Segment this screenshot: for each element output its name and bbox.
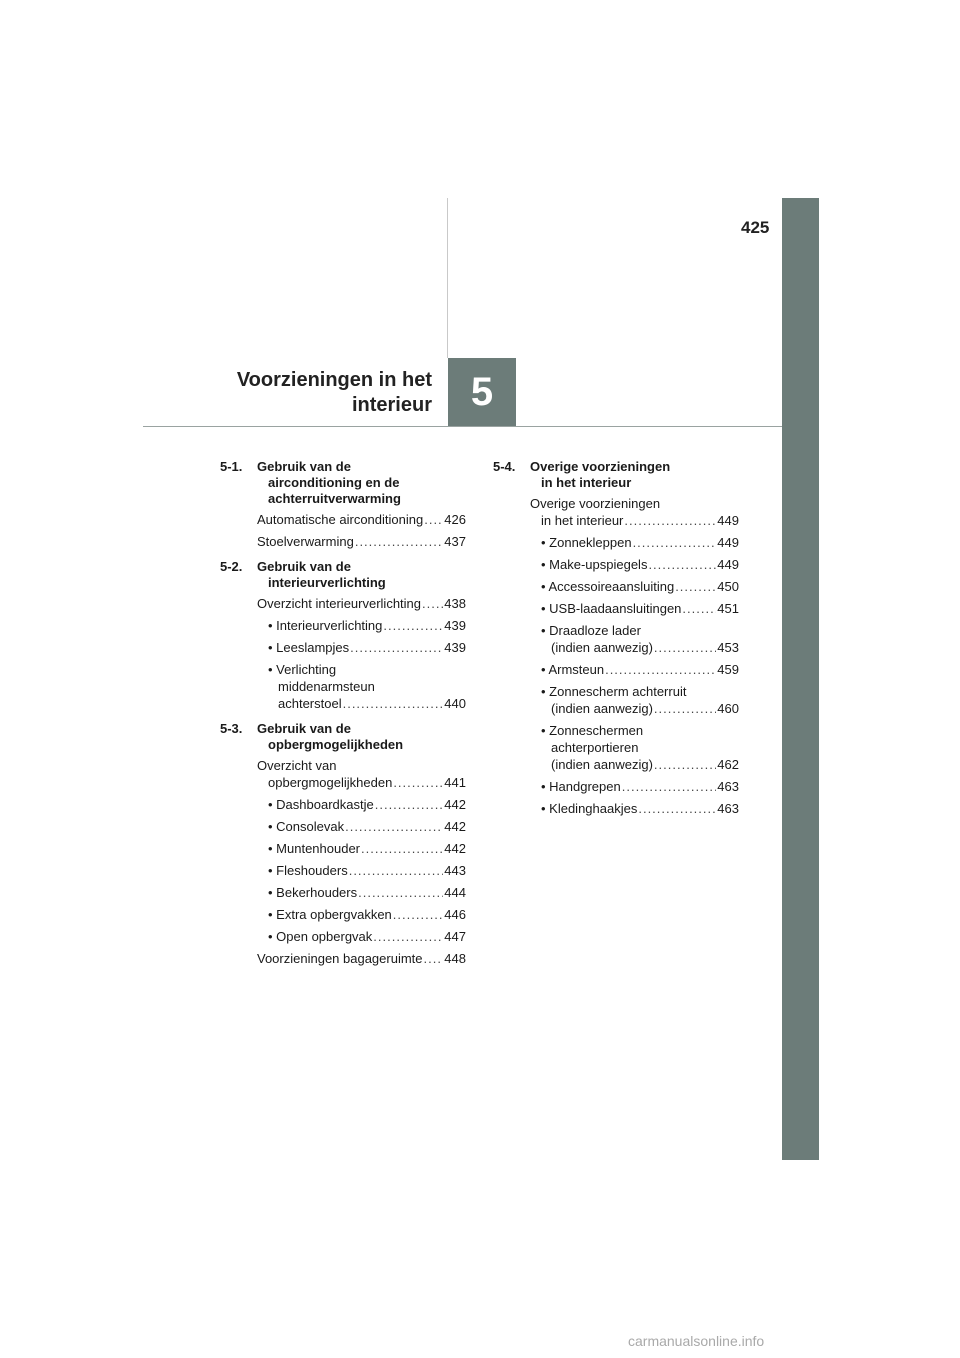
section-title [257, 559, 466, 591]
toc-entry-line [268, 862, 466, 879]
section-title-line: Gebruik van de [257, 459, 351, 474]
toc-entry-text: • Armsteun [541, 662, 605, 677]
toc-entry-text: • Verlichting [268, 662, 337, 677]
dot-leader [343, 695, 444, 712]
toc-entry-line [257, 950, 466, 967]
footer-credit[interactable]: carmanualsonline.info [628, 1333, 765, 1349]
toc-entry-text: • Leeslampjes [268, 640, 350, 655]
toc-page-number: 448 [444, 951, 466, 966]
toc-entry-text: • Zonnekleppen [541, 535, 632, 550]
dot-leader [393, 906, 444, 923]
dot-leader [350, 639, 443, 656]
toc-entry-line [541, 800, 739, 817]
toc-entry-text: • Consolevak [268, 819, 345, 834]
toc-entry-text: middenarmsteun [278, 679, 375, 694]
dot-leader [355, 533, 443, 550]
section-title-line: airconditioning en de [268, 475, 400, 490]
toc-entry-line [541, 661, 739, 678]
toc-entry-text: • Fleshouders [268, 863, 348, 878]
toc-entry-line [541, 534, 739, 551]
dot-leader [424, 511, 443, 528]
dot-leader [424, 950, 444, 967]
dot-leader [654, 756, 716, 773]
toc-entry-text: • Handgrepen [541, 779, 621, 794]
chapter-title [200, 368, 432, 418]
section-title [530, 459, 739, 491]
toc-entry-text: Voorzieningen bagageruimte [257, 951, 423, 966]
toc-entry-line [268, 884, 466, 901]
page-number: 425 [741, 218, 770, 237]
section-spacer [493, 822, 739, 826]
section-title-line: Gebruik van de [257, 721, 351, 736]
toc-page-number: 462 [717, 757, 739, 772]
toc-entry-text: • Muntenhouder [268, 841, 361, 856]
toc-entry-text: opbergmogelijkheden [268, 775, 393, 790]
toc-entry-text: • Open opbergvak [268, 929, 373, 944]
toc-entry-text: • Extra opbergvakken [268, 907, 392, 922]
toc-entry-text: Overzicht interieurverlichting [257, 596, 422, 611]
section-number: 5-2. [220, 559, 243, 574]
toc-entry-text: Overige voorzieningen [530, 496, 661, 511]
toc-page-number: 444 [444, 885, 466, 900]
toc-entry-line [268, 695, 466, 712]
dot-leader [675, 578, 716, 595]
toc-entry-text: • Dashboardkastje [268, 797, 374, 812]
toc-page-number: 459 [717, 662, 739, 677]
toc-entry-text: Overzicht van [257, 758, 337, 773]
section-title-line: interieurverlichting [268, 575, 386, 590]
toc-entry-text: (indien aanwezig) [551, 701, 653, 716]
toc-entry[interactable] [493, 661, 739, 678]
toc-column-right [493, 459, 739, 826]
chapter-side-tab [782, 198, 819, 1160]
toc-column-left [220, 459, 466, 976]
toc-page-number: 446 [444, 907, 466, 922]
chapter-title-line2: interieur [351, 394, 432, 416]
dot-leader [638, 800, 716, 817]
dot-leader [375, 796, 444, 813]
header-vertical-rule [447, 198, 448, 358]
section-title-line: opbergmogelijkheden [268, 737, 404, 752]
toc-entry[interactable] [493, 622, 739, 656]
toc-page-number: 441 [444, 775, 466, 790]
toc-entry[interactable] [493, 722, 739, 773]
toc-entry-line [268, 796, 466, 813]
dot-leader [373, 928, 443, 945]
toc-entry-text: • Bekerhouders [268, 885, 358, 900]
dot-leader [682, 600, 716, 617]
toc-entry[interactable] [493, 578, 739, 595]
toc-entry[interactable] [220, 796, 466, 813]
section-number: 5-4. [493, 459, 516, 474]
section-title-line: Gebruik van de [257, 559, 351, 574]
toc-entry-line [268, 906, 466, 923]
toc-entry-line [268, 818, 466, 835]
dot-leader [622, 778, 717, 795]
toc-entry[interactable] [220, 862, 466, 879]
dot-leader [361, 840, 443, 857]
toc-page-number: 449 [717, 535, 739, 550]
toc-page-number: 449 [717, 557, 739, 572]
toc-entry[interactable] [220, 595, 466, 612]
dot-leader [633, 534, 717, 551]
toc-entry[interactable] [493, 534, 739, 551]
toc-page-number: 463 [717, 801, 739, 816]
toc-entry-text: (indien aanwezig) [551, 757, 653, 772]
section-spacer [220, 972, 466, 976]
toc-page-number: 460 [717, 701, 739, 716]
toc-entry[interactable] [220, 757, 466, 791]
toc-entry-line [541, 600, 739, 617]
dot-leader [358, 884, 443, 901]
toc-entry[interactable] [493, 800, 739, 817]
dot-leader [393, 774, 443, 791]
toc-entry-line [268, 639, 466, 656]
toc-entry-text: • Zonneschermen [541, 723, 644, 738]
toc-entry-text: • USB-laadaansluitingen [541, 601, 682, 616]
toc-entry-line [268, 928, 466, 945]
dot-leader [654, 700, 716, 717]
toc-page-number: 453 [717, 640, 739, 655]
toc-entry[interactable] [220, 639, 466, 656]
toc-page-number: 439 [444, 618, 466, 633]
toc-entry[interactable] [220, 533, 466, 550]
toc-entry[interactable] [220, 906, 466, 923]
toc-entry[interactable] [220, 840, 466, 857]
toc-entry-line [268, 617, 466, 634]
toc-entry-line [257, 595, 466, 612]
toc-entry-text: • Interieurverlichting [268, 618, 383, 633]
section-heading [220, 559, 466, 591]
toc-entry-line [530, 512, 739, 529]
section-number: 5-3. [220, 721, 243, 736]
toc-entry-text: • Kledinghaakjes [541, 801, 638, 816]
header-horizontal-rule [143, 426, 782, 427]
toc-page-number: 426 [444, 512, 466, 527]
section-title-line: in het interieur [541, 475, 632, 490]
toc-entry[interactable] [220, 884, 466, 901]
dot-leader [345, 818, 443, 835]
toc-entry-text: • Accessoireaansluiting [541, 579, 675, 594]
toc-entry-line [541, 700, 739, 717]
toc-page-number: 447 [444, 929, 466, 944]
toc-entry-line [541, 756, 739, 773]
section-title [257, 459, 466, 507]
section-title-line: achterruitverwarming [268, 491, 401, 506]
toc-page-number: 450 [717, 579, 739, 594]
toc-page-number: 443 [444, 863, 466, 878]
section-heading [493, 459, 739, 491]
dot-leader [654, 639, 716, 656]
dot-leader [422, 595, 443, 612]
toc-entry-line [541, 556, 739, 573]
toc-entry-line [268, 840, 466, 857]
toc-entry[interactable] [220, 818, 466, 835]
toc-entry[interactable] [220, 950, 466, 967]
section-title [257, 721, 466, 753]
section-title-line: Overige voorzieningen [530, 459, 671, 474]
toc-page-number: 451 [717, 601, 739, 616]
toc-page-number: 437 [444, 534, 466, 549]
dot-leader [648, 556, 716, 573]
toc-entry-text: in het interieur [541, 513, 624, 528]
section-heading [220, 459, 466, 507]
dot-leader [605, 661, 716, 678]
toc-entry-text: • Zonnescherm achterruit [541, 684, 687, 699]
toc-entry[interactable] [493, 495, 739, 529]
chapter-title-line1: Voorzieningen in het [236, 369, 432, 391]
toc-page-number: 440 [444, 696, 466, 711]
toc-entry-text: (indien aanwezig) [551, 640, 653, 655]
toc-entry-text: Stoelverwarming [257, 534, 354, 549]
toc-entry-text: achterportieren [551, 740, 639, 755]
dot-leader [349, 862, 444, 879]
section-number: 5-1. [220, 459, 243, 474]
toc-entry[interactable] [220, 928, 466, 945]
toc-page-number: 463 [717, 779, 739, 794]
toc-entry[interactable] [493, 778, 739, 795]
toc-entry-line [257, 511, 466, 528]
toc-entry[interactable] [220, 661, 466, 712]
section-heading [220, 721, 466, 753]
chapter-number: 5 [470, 369, 494, 414]
toc-entry-text: • Make-upspiegels [541, 557, 648, 572]
toc-entry-text: • Draadloze lader [541, 623, 641, 638]
toc-entry-line [257, 774, 466, 791]
toc-page-number: 438 [444, 596, 466, 611]
toc-page-number: 449 [717, 513, 739, 528]
chapter-number-box [448, 358, 516, 426]
toc-page-number: 439 [444, 640, 466, 655]
dot-leader [383, 617, 443, 634]
toc-page-number: 442 [444, 819, 466, 834]
toc-entry-text: achterstoel [278, 696, 342, 711]
toc-entry-line [541, 578, 739, 595]
toc-entry[interactable] [493, 683, 739, 717]
toc-page-number: 442 [444, 797, 466, 812]
toc-page-number: 442 [444, 841, 466, 856]
toc-entry[interactable] [220, 617, 466, 634]
dot-leader [624, 512, 716, 529]
toc-entry[interactable] [220, 511, 466, 528]
toc-entry-text: Automatische airconditioning [257, 512, 424, 527]
toc-entry[interactable] [493, 600, 739, 617]
toc-entry-line [257, 533, 466, 550]
toc-entry[interactable] [493, 556, 739, 573]
toc-entry-line [541, 639, 739, 656]
toc-entry-line [541, 778, 739, 795]
